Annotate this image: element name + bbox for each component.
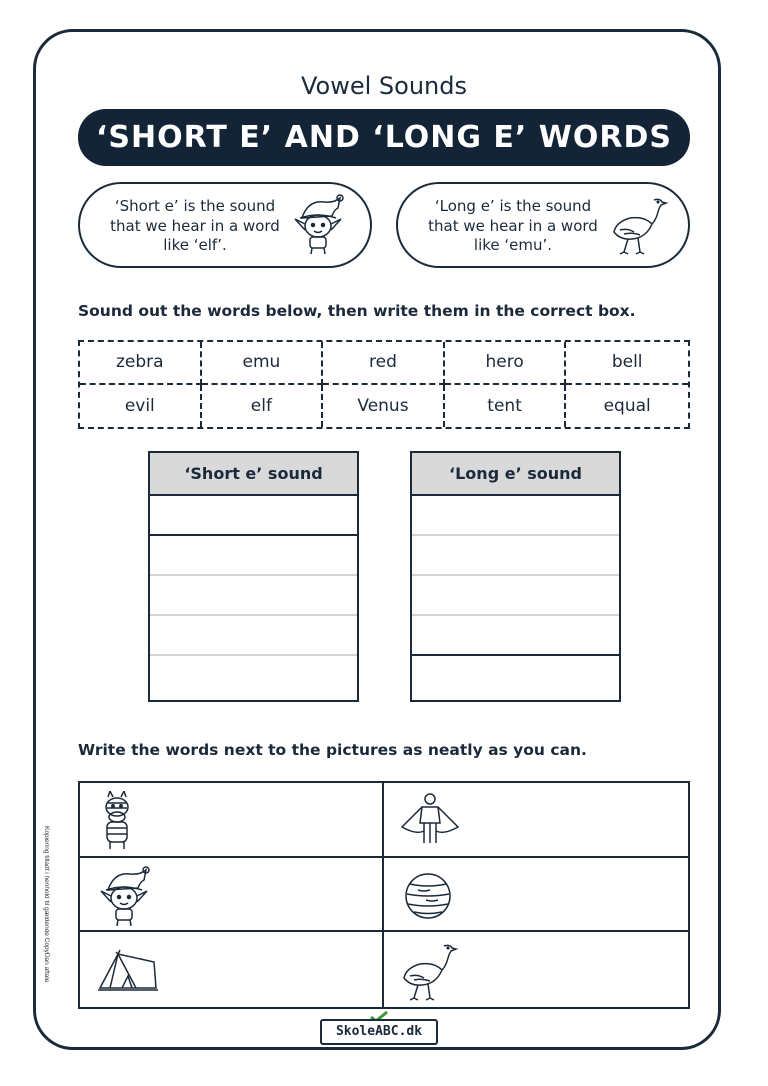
word-bank-item: Venus <box>323 385 445 428</box>
long-e-text: ‘Long e’ is the sound that we hear in a word like ‘emu’. <box>428 197 598 254</box>
long-e-explanation <box>396 182 690 268</box>
elf-icon <box>290 194 346 256</box>
word-bank-item: red <box>323 342 445 385</box>
sort-instructions: Sound out the words below, then write them in the correct box. <box>78 302 636 320</box>
picture-instructions: Write the words next to the pictures as neatly as you can. <box>78 741 587 759</box>
short-e-text: ‘Short e’ is the sound that we hear in a word like ‘elf’. <box>110 197 280 254</box>
short-e-write-line[interactable] <box>150 656 357 696</box>
word-bank-item: equal <box>603 395 651 416</box>
planet-venus-icon <box>400 866 456 926</box>
long-e-box-header: ‘Long e’ sound <box>412 453 619 496</box>
word-bank-item: elf <box>202 385 324 428</box>
word-bank-item: hero <box>445 342 567 385</box>
long-e-write-line[interactable] <box>412 576 619 616</box>
long-e-write-line[interactable] <box>412 656 619 696</box>
skoleabc-logo[interactable]: SkoleABC.dk <box>320 1019 438 1045</box>
picture-cell-zebra[interactable] <box>80 783 384 858</box>
picture-cell-hero[interactable] <box>384 783 688 858</box>
copyright-note: Kopiering tilladt i henhold til gældende CopyDan aftale <box>43 826 50 983</box>
elf-icon <box>96 866 152 928</box>
long-e-box <box>410 451 621 702</box>
page-subtitle: Vowel Sounds <box>300 72 467 100</box>
long-e-write-line[interactable] <box>412 616 619 656</box>
long-e-write-line[interactable] <box>412 536 619 576</box>
short-e-explanation <box>78 182 372 268</box>
picture-cell-venus[interactable] <box>384 858 688 933</box>
picture-cell-tent[interactable] <box>80 932 384 1007</box>
short-e-write-line[interactable] <box>150 536 357 576</box>
word-bank-item: evil <box>80 385 202 428</box>
short-e-write-line[interactable] <box>150 496 357 536</box>
word-bank-item: bell <box>566 342 688 385</box>
hero-icon <box>400 791 460 851</box>
short-e-box <box>148 451 359 702</box>
word-bank-item: zebra <box>80 342 202 385</box>
word-bank-item: emu <box>202 342 324 385</box>
picture-cell-elf[interactable] <box>80 858 384 933</box>
short-e-box-header: ‘Short e’ sound <box>150 453 357 496</box>
zebra-icon <box>96 791 138 851</box>
word-bank-item: tent <box>445 385 567 428</box>
emu-icon <box>610 194 670 256</box>
picture-cell-emu[interactable] <box>384 932 688 1007</box>
long-e-write-line[interactable] <box>412 496 619 536</box>
page-title: ‘SHORT E’ AND ‘LONG E’ WORDS <box>78 109 690 166</box>
tent-icon <box>96 940 160 1000</box>
word-bank <box>78 340 690 429</box>
emu-icon <box>400 940 460 1002</box>
short-e-write-line[interactable] <box>150 576 357 616</box>
picture-table <box>78 781 690 1009</box>
short-e-write-line[interactable] <box>150 616 357 656</box>
